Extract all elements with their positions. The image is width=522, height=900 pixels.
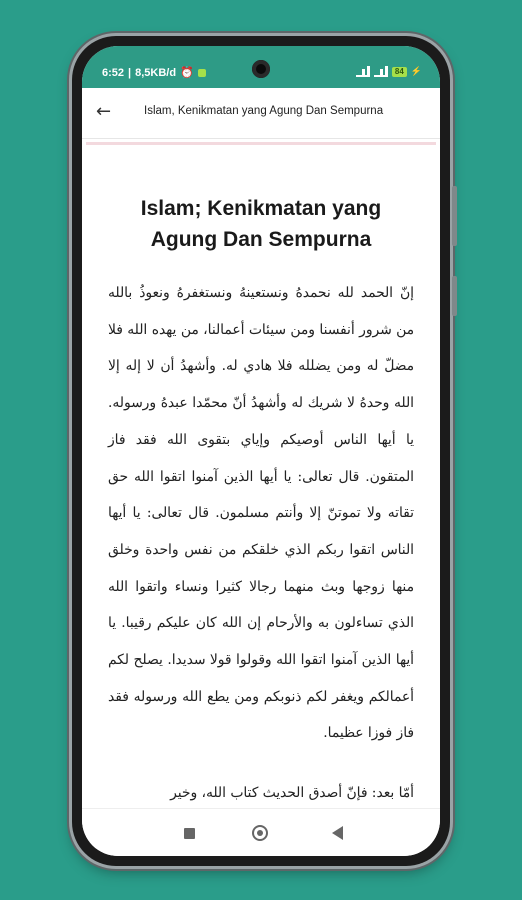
status-bar — [82, 46, 440, 88]
article-content[interactable] — [86, 142, 436, 808]
article-paragraph-2: أمّا بعد: فإنّ أصدق الحديث كتاب الله، وخير — [170, 785, 414, 801]
signal-icon-2 — [374, 66, 388, 77]
status-separator: | — [128, 66, 132, 79]
volume-button — [452, 186, 457, 246]
status-left — [102, 66, 206, 79]
charging-icon: ⚡ — [410, 66, 422, 76]
article-paragraph-1: إنّ الحمد لله نحمدهُ ونستعينهُ ونستغفرهُ ونعوذُ بالله من شرور أنفسنا ومن سيئات أعمالنا، من يهده الله فلا مضلّ له ومن يضلله فلا هادي له. وأشهدُ أن لا إله إلا الله وحدهُ لا شريك له وأشهدُ أنّ محمّدا عبدهُ ورسوله. يا أيها الناس أوصيكم وإياي بتقوى الله فقد فاز المتقون. قال تعالى: يا أيها الذين آمنوا اتقوا الله حق تقاته ولا تموتنّ إلا وأنتم مسلمون. قال تعالى: يا أيها الناس اتقوا ربكم الذي خلقكم من نفس واحدة وخلق منها زوجها وبث منهما رجالا كثيرا ونساء واتقوا الله الذي تساءلون به والأرحام إن الله كان عليكم رقيبا. يا أيها الذين آمنوا اتقوا الله وقولوا قولا سديدا. يصلح لكم أعمالكم ويغفر لكم ذنوبكم ومن يطع الله ورسوله فقد فاز فوزا عظيما. — [108, 285, 414, 742]
notification-icon — [198, 69, 206, 77]
alarm-icon: ⏰ — [180, 67, 194, 79]
battery-icon: 84 — [392, 67, 407, 77]
back-arrow-icon[interactable]: ← — [96, 101, 112, 122]
status-right — [356, 66, 422, 77]
power-button — [452, 276, 457, 316]
front-camera — [252, 60, 270, 78]
status-time: 6:52 — [102, 66, 125, 79]
article-title-line2: Agung Dan Sempurna — [150, 228, 372, 251]
phone-frame — [72, 36, 450, 866]
article-title-line1: Islam; Kenikmatan yang — [140, 197, 382, 220]
screen — [82, 46, 440, 856]
app-bar — [82, 88, 440, 139]
article-title — [86, 193, 436, 255]
app-bar-title: Islam, Kenikmatan yang Agung Dan Sempurna — [144, 105, 384, 117]
status-speed: 8,5KB/d — [135, 66, 177, 79]
recent-apps-icon[interactable] — [184, 828, 195, 839]
back-triangle-icon[interactable] — [332, 826, 343, 840]
home-icon[interactable] — [252, 825, 268, 841]
system-nav-bar — [82, 808, 440, 856]
signal-icon — [356, 66, 370, 77]
